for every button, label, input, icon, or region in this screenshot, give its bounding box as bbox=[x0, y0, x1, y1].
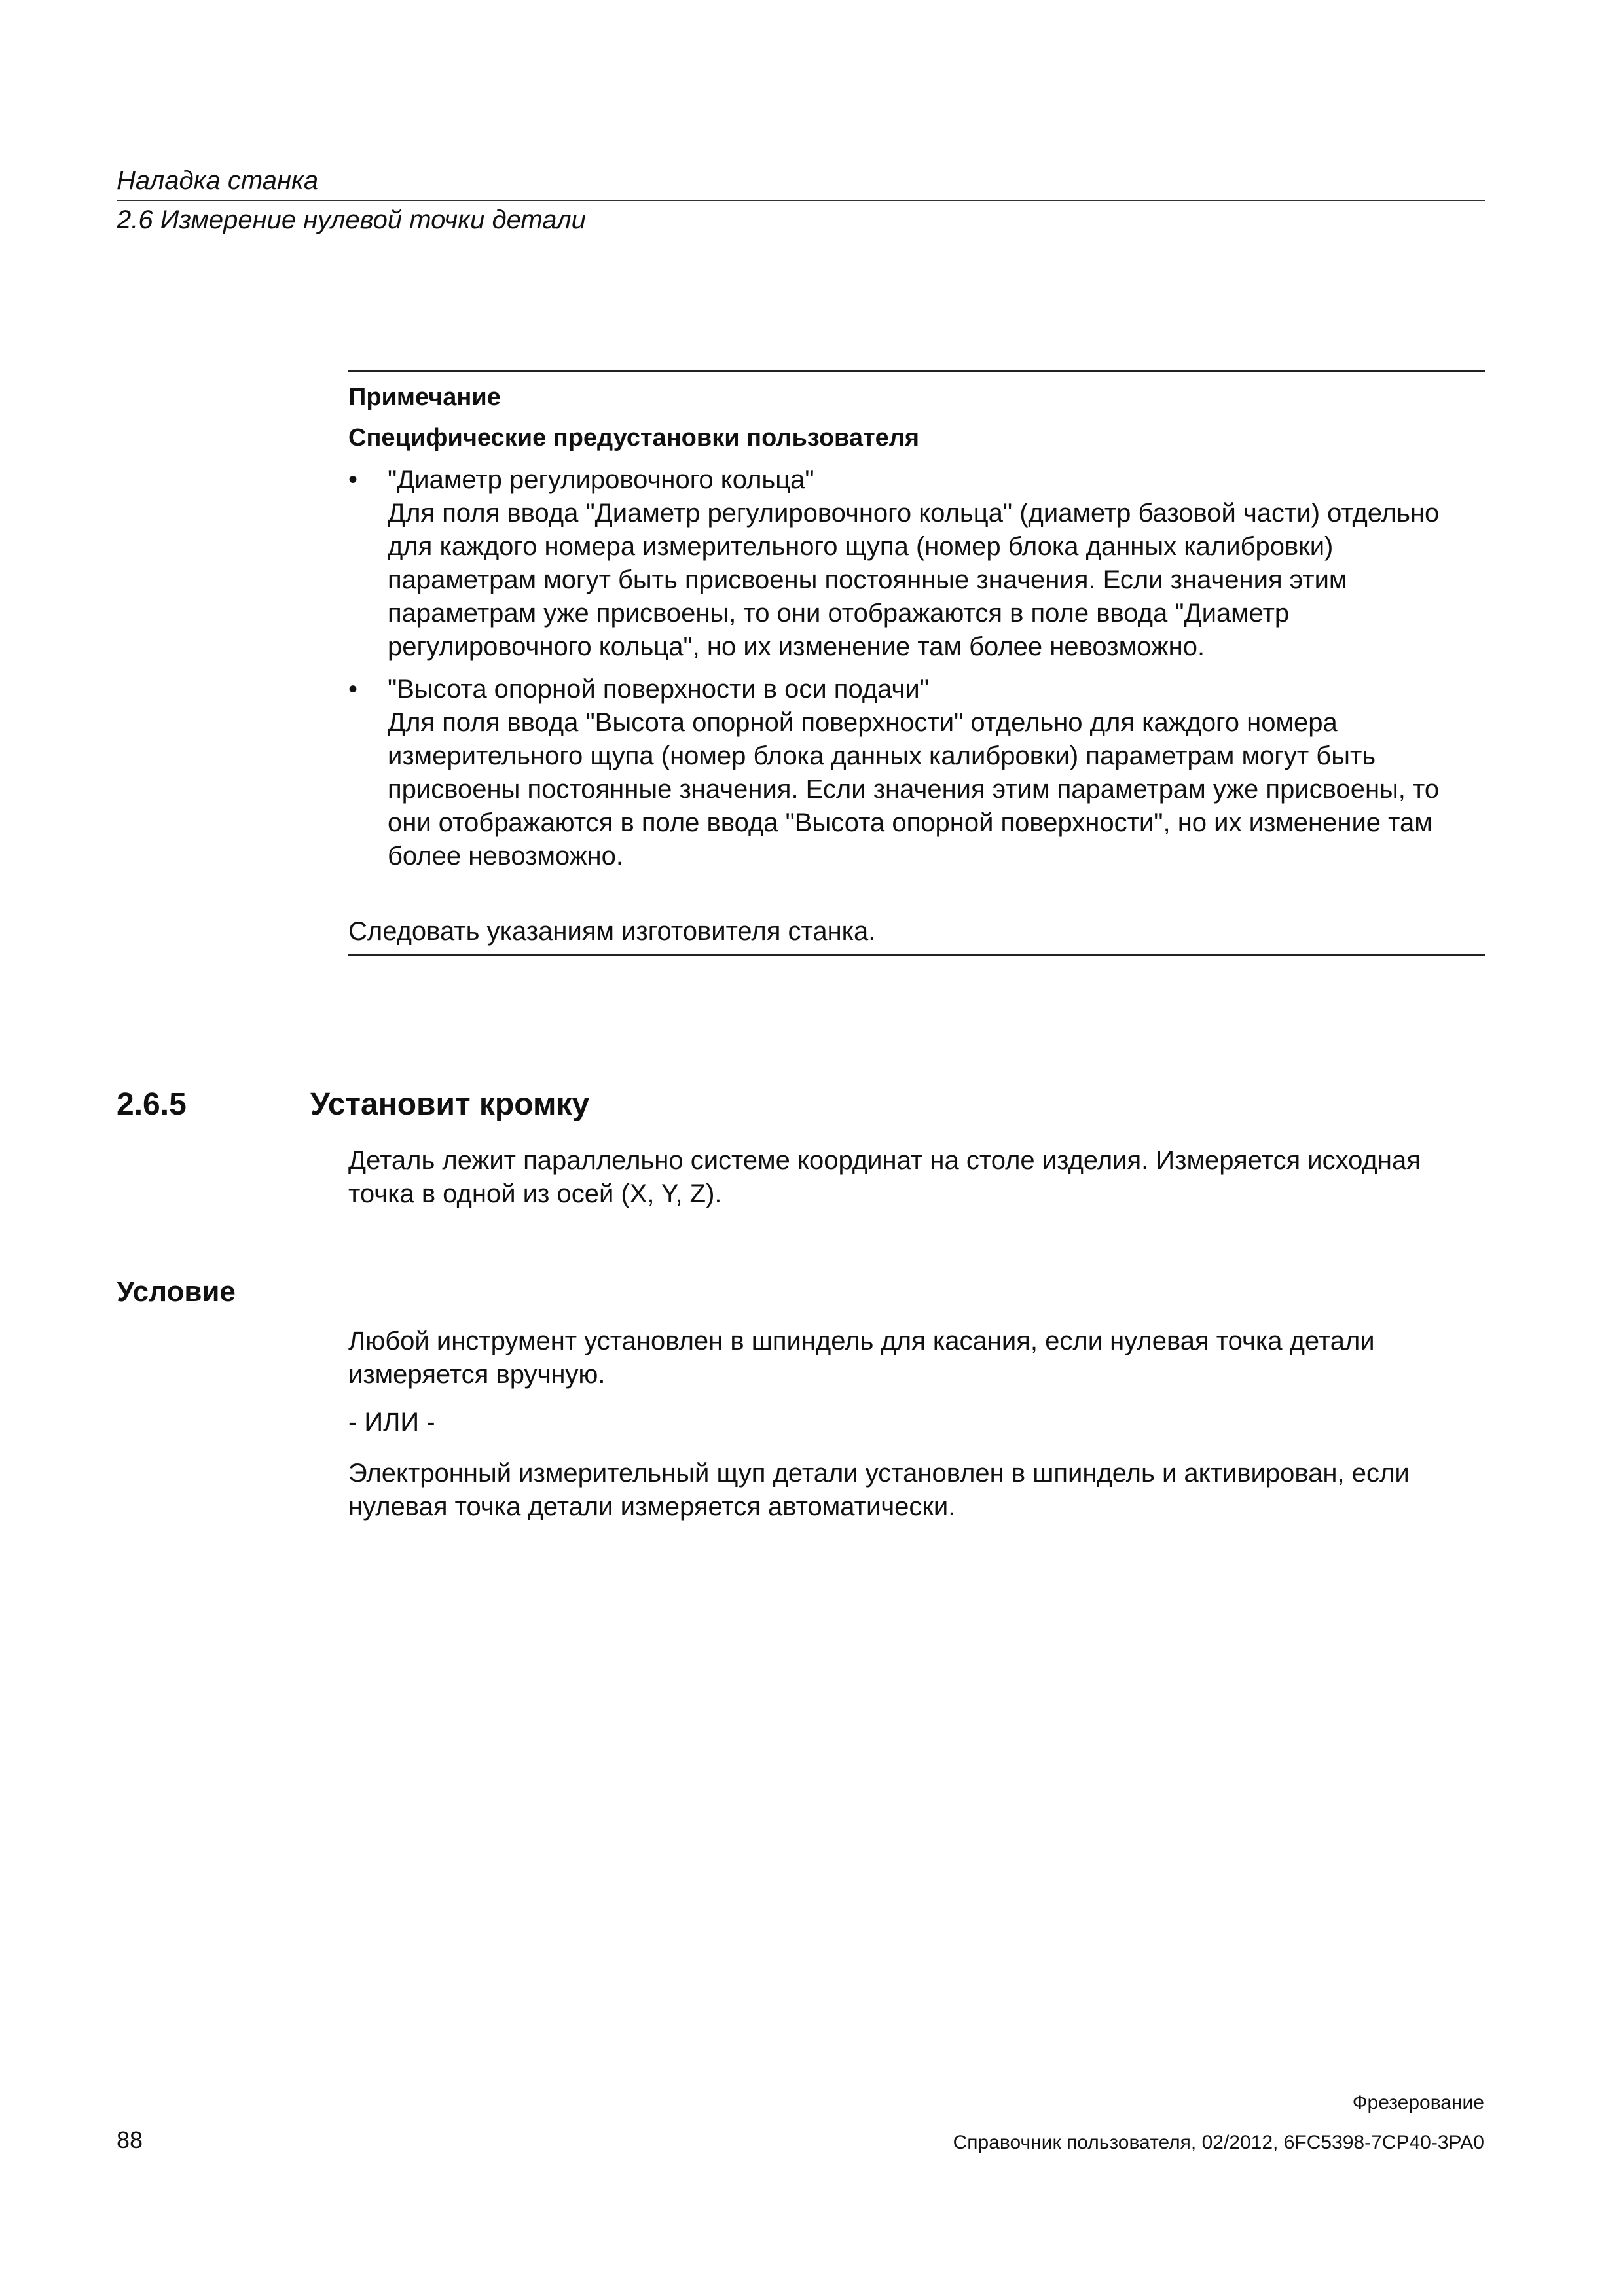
footer-doc-ref: Справочник пользователя, 02/2012, 6FC5398-7CP40-3PA0 bbox=[953, 2132, 1484, 2153]
page-number: 88 bbox=[117, 2126, 143, 2153]
note-item-body: Для поля ввода "Высота опорной поверхности" отдельно для каждого номера измерительного щупа (номер блока данных калибровки) параметрам могут быть присвоены постоянные значения. Если значения этим параметрам уже присвоены, то они отображаются в поле ввода "Высота опорной поверхности", но их изменение там более невозможно. bbox=[388, 708, 1440, 870]
condition-para-2: Электронный измерительный щуп детали установлен в шпиндель и активирован, если нулевая точка детали измеряется автоматически. bbox=[348, 1459, 1410, 1521]
list-item bbox=[348, 673, 1485, 873]
section-intro: Деталь лежит параллельно системе координат на столе изделия. Измеряется исходная точка в одной из осей (X, Y, Z). bbox=[348, 1146, 1421, 1208]
list-item bbox=[348, 463, 1485, 664]
note-item-body: Для поля ввода "Диаметр регулировочного кольца" (диаметр базовой части) отдельно для каждого номера измерительного щупа (номер блока данных калибровки) параметрам могут быть присвоены постоянные значения. Если значения этим параметрам уже присвоены, то они отображаются в поле ввода "Диаметр регулировочного кольца", но их изменение там более невозможно. bbox=[388, 499, 1440, 661]
bullet-icon: • bbox=[348, 465, 358, 494]
note-item-lead: "Диаметр регулировочного кольца" bbox=[388, 465, 814, 494]
note-bottom-rule bbox=[348, 954, 1485, 956]
header-chapter: Наладка станка bbox=[117, 166, 319, 195]
note-title: Специфические предустановки пользователя bbox=[348, 424, 920, 452]
condition-or: - ИЛИ - bbox=[348, 1408, 435, 1437]
note-top-rule bbox=[348, 370, 1485, 372]
condition-para-1: Любой инструмент установлен в шпиндель для касания, если нулевая точка детали измеряется вручную. bbox=[348, 1327, 1375, 1389]
note-footer-text: Следовать указаниям изготовителя станка. bbox=[348, 917, 876, 946]
header-section: 2.6 Измерение нулевой точки детали bbox=[117, 206, 586, 234]
section-title: Установит кромку bbox=[310, 1087, 590, 1122]
condition-heading: Условие bbox=[117, 1276, 236, 1308]
header-rule bbox=[117, 200, 1485, 201]
footer-product: Фрезерование bbox=[1352, 2092, 1484, 2113]
bullet-icon: • bbox=[348, 675, 358, 704]
section-number: 2.6.5 bbox=[117, 1087, 187, 1122]
note-list bbox=[348, 463, 1485, 882]
note-label: Примечание bbox=[348, 384, 501, 411]
note-item-lead: "Высота опорной поверхности в оси подачи" bbox=[388, 675, 929, 704]
